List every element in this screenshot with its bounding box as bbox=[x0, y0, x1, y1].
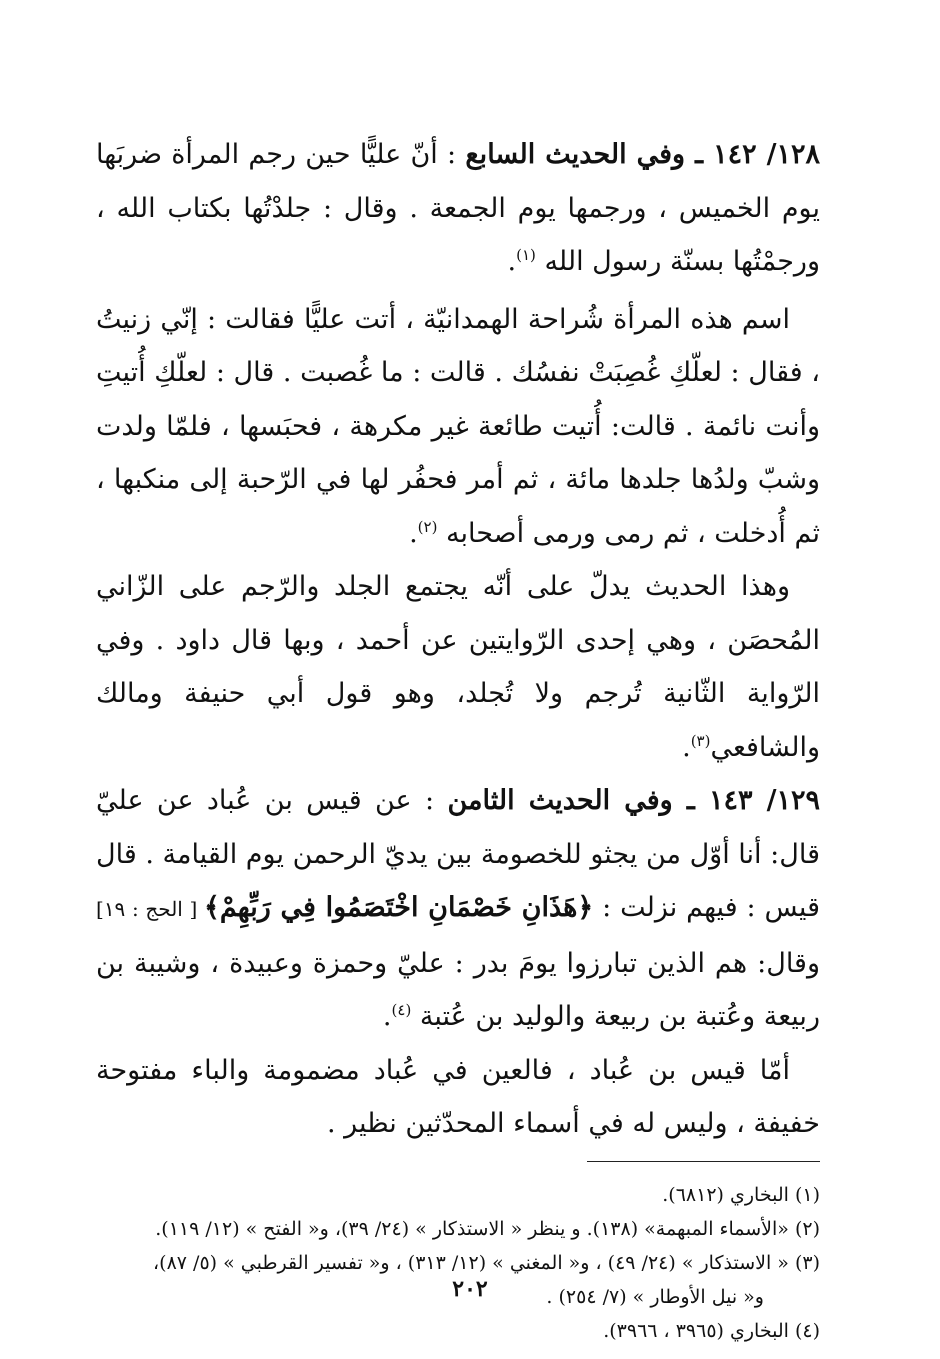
paragraph-hadith-128 bbox=[96, 128, 820, 289]
paragraph-text: اسم هذه المرأة شُراحة الهمدانيّة ، أتت عليًّا فقالت : إنّي زنيتُ ، فقال : لعلّكِ غُصِبَتْ نفسُك . قالت : ما غُصبت . قال : لعلّكِ أُتيتِ وأنت نائمة . قالت: أُتيت طائعة غير مكرهة ، فحبَسها ، فلمّا ولدت وشبّ ولدُها جلدها مائة ، ثم أمر فحفُر لها في الرّحبة إلى منكبها ، ثم أُدخلت ، ثم رمى ورمى أصحابه bbox=[96, 303, 820, 549]
footnote-3-continued: و« نيل الأوطار » (٧/ ٢٥٤) . bbox=[546, 1285, 764, 1308]
footnote-1: (١) البخاري (٦٨١٢). bbox=[662, 1183, 820, 1206]
paragraph-end: . bbox=[409, 517, 418, 549]
footnote-mark: (٤) bbox=[391, 1001, 412, 1019]
paragraph-text: أمّا قيس بن عُباد ، فالعين في عُباد مضمومة والباء مفتوحة خفيفة ، وليس له في أسماء المحدّثين نظير . bbox=[96, 1054, 820, 1139]
paragraph-text: : أنّ عليًّا حين رجم المرأة ضربَها يوم الخميس ، ورجمها يوم الجمعة . وقال : جلدْتُها بكتاب الله ، ورجمْتُها بسنّة رسول الله bbox=[96, 139, 820, 277]
footnote-4: (٤) البخاري (٣٩٦٥ ، ٣٩٦٦). bbox=[603, 1319, 820, 1342]
paragraph-end: . bbox=[682, 731, 691, 763]
footnote-separator-wrap bbox=[96, 1151, 820, 1178]
paragraph-end: . bbox=[382, 1001, 392, 1032]
footnotes bbox=[96, 1178, 820, 1348]
quran-verse: ﴿هَذَانِ خَصْمَانِ اخْتَصَمُوا فِي رَبِّهِمْ﴾ bbox=[204, 892, 594, 923]
footnote-mark: (١) bbox=[516, 246, 536, 264]
page-number: ٢٠٢ bbox=[452, 1276, 488, 1302]
paragraph-commentary-1 bbox=[96, 293, 820, 561]
hadith-heading: ١٢٨/ ١٤٢ ـ وفي الحديث السابع bbox=[465, 139, 820, 170]
footnote-2: (٢) «الأسماء المبهمة» (١٣٨). و ينظر « الاستذكار » (٢٤/ ٣٩)، و« الفتح » (١٢/ ١١٩). bbox=[155, 1217, 820, 1240]
footnote-separator bbox=[587, 1161, 820, 1162]
footnote-mark: (٢) bbox=[417, 517, 438, 536]
paragraph-commentary-2 bbox=[96, 560, 820, 774]
footnote-3: (٣) « الاستذكار » (٢٤/ ٤٩) ، و« المغني » (١٢/ ٣١٣) ، و« تفسير القرطبي » (٥/ ٨٧)، bbox=[153, 1251, 820, 1274]
paragraph-text: : عن قيس بن عُباد عن عليّ قال: أنا أوّل من يجثو للخصومة بين يديّ الرحمن يوم القيامة . قال قيس : فيهم نزلت : bbox=[96, 785, 820, 923]
quran-reference: [ الحج : ١٩] bbox=[96, 897, 204, 921]
paragraph-commentary-3 bbox=[96, 1044, 820, 1151]
paragraph-hadith-129 bbox=[96, 774, 820, 1044]
paragraph-text: وقال: هم الذين تبارزوا يومَ بدر : عليّ وحمزة وعبيدة ، وشيبة بن ربيعة وعُتبة بن ربيعة والوليد بن عُتبة bbox=[96, 947, 820, 1032]
footnote-mark: (٣) bbox=[690, 731, 711, 750]
paragraph-text: وهذا الحديث يدلّ على أنّه يجتمع الجلد والرّجم على الزّاني المُحصَن ، وهي إحدى الرّوايتين عن أحمد ، وبها قال داود . وفي الرّواية الثّانية تُرجم ولا تُجلد، وهو قول أبي حنيفة ومالك والشافعي bbox=[96, 571, 820, 763]
hadith-heading: ١٢٩/ ١٤٣ ـ وفي الحديث الثامن bbox=[447, 785, 821, 816]
paragraph-end: . bbox=[507, 246, 517, 277]
